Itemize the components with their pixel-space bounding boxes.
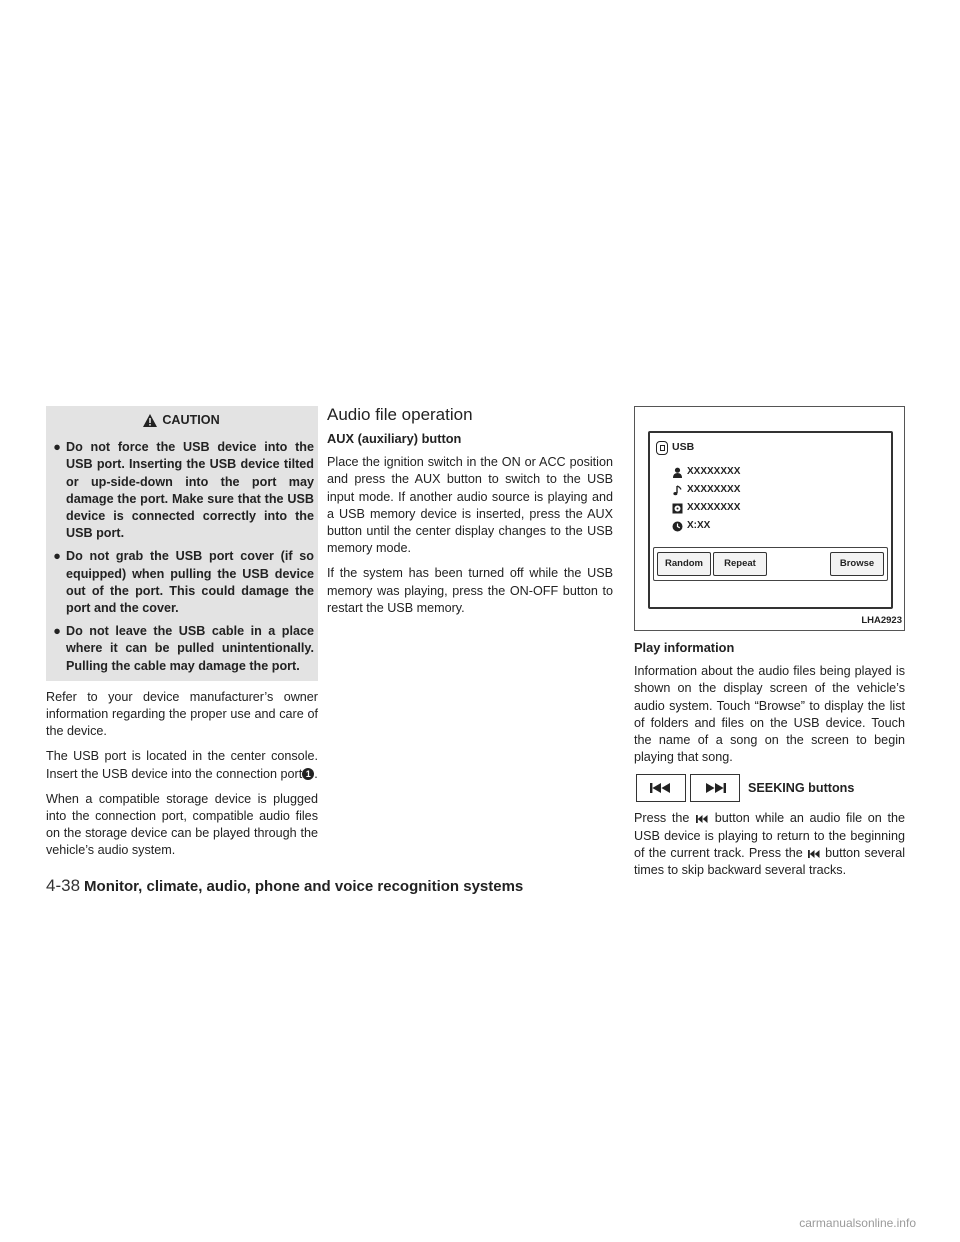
usb-icon [656,441,668,455]
play-info-paragraph: Information about the audio files being played is shown on the display screen of the vehicle’s audio system. Touch “Browse” to display the list of folders and files on the USB device. Touch the name of a song on the screen to begin playing that song. [634,664,905,765]
usb-title-text: USB [672,441,695,453]
usb-screen-figure [634,406,905,631]
info-row-song [672,481,740,499]
music-note-icon [672,485,683,496]
browse-button[interactable]: Browse [830,552,884,576]
skip-back-icon [807,849,821,859]
skip-back-icon [695,814,709,824]
seek-text-1: Press the [634,811,690,826]
track-info [672,463,740,535]
restart-paragraph: If the system has been turned off while the USB memory was playing, press the ON-OFF button to restart the USB memory. [327,566,613,615]
warning-icon [142,413,158,428]
page-footer [46,876,523,896]
watermark: carmanualsonline.info [799,1216,916,1230]
album-icon [672,503,683,514]
artist-icon [672,467,683,478]
usb-screen-title [656,439,694,456]
info-row-album [672,499,740,517]
chapter-title: Monitor, climate, audio, phone and voice recognition systems [84,878,524,895]
play-info-heading: Play information [634,640,735,655]
device-care-paragraph: Refer to your device manufacturer’s owner information regarding the proper use and care of the device. [46,689,318,739]
caution-text: Do not leave the USB cable in a place where it can be pulled unintentionally. Pulling the cable may damage the port. [66,624,314,673]
seeking-buttons-label: SEEKING buttons [748,780,855,795]
caution-text: Do not grab the USB port cover (if so equipped) when pulling the USB device out of the port. This could damage the port and the cover. [66,549,314,616]
caution-title: CAUTION [162,413,220,427]
compatible-device-paragraph: When a compatible storage device is plugged into the connection port, compatible audio files on the storage device can be played through the vehicle’s audio system. [46,791,318,858]
bullet: ● [53,440,61,455]
seeking-buttons-row [634,774,905,802]
bullet: ● [53,549,61,564]
info-row-artist [672,463,740,481]
caution-text: Do not force the USB device into the USB port. Inserting the USB device tilted or up-side-down into the port may damage the port. Make sure that the USB device is connected correctly into the USB port. [66,440,314,541]
middle-column [327,406,613,625]
song-text: XXXXXXXX [687,484,741,496]
artist-text: XXXXXXXX [687,466,741,478]
skip-forward-icon [703,782,727,794]
period: . [314,766,318,781]
caution-heading [48,410,314,433]
figure-label: LHA2923 [861,614,902,626]
seek-text-3: button several times to skip backward several tracks. [634,845,905,878]
repeat-button[interactable]: Repeat [713,552,767,576]
caution-box [46,406,318,681]
page-number: 4-38 [46,876,81,895]
time-text: X:XX [687,520,711,532]
usb-port-text: The USB port is located in the center console. Insert the USB device into the connection port [46,749,318,781]
seek-text-2: button while an audio file on the USB device is playing to return to the beginning of the current track. Press the [634,811,906,860]
album-text: XXXXXXXX [687,502,741,514]
usb-display-screen [648,431,893,609]
callout-marker: 1 [302,768,314,780]
right-column [634,406,905,887]
aux-heading: AUX (auxiliary) button [327,431,462,446]
caution-item [48,623,314,675]
random-button[interactable]: Random [657,552,711,576]
skip-back-icon [649,782,673,794]
left-column [46,406,318,868]
bullet: ● [53,624,61,639]
aux-paragraph: Place the ignition switch in the ON or ACC position and press the AUX button to switch to the USB input mode. If another audio source is playing and a USB memory device is inserted, press the AUX button until the center display changes to the USB memory mode. [327,455,613,556]
usb-port-location-paragraph [46,748,318,782]
seek-paragraph [634,810,905,879]
screen-button-bar [653,547,888,581]
info-row-time [672,517,740,535]
skip-forward-button[interactable] [690,774,740,802]
caution-item [48,439,314,542]
caution-item [48,548,314,617]
skip-back-button[interactable] [636,774,686,802]
clock-icon [672,521,683,532]
seek-button-group [636,774,740,802]
section-title: Audio file operation [327,405,473,424]
